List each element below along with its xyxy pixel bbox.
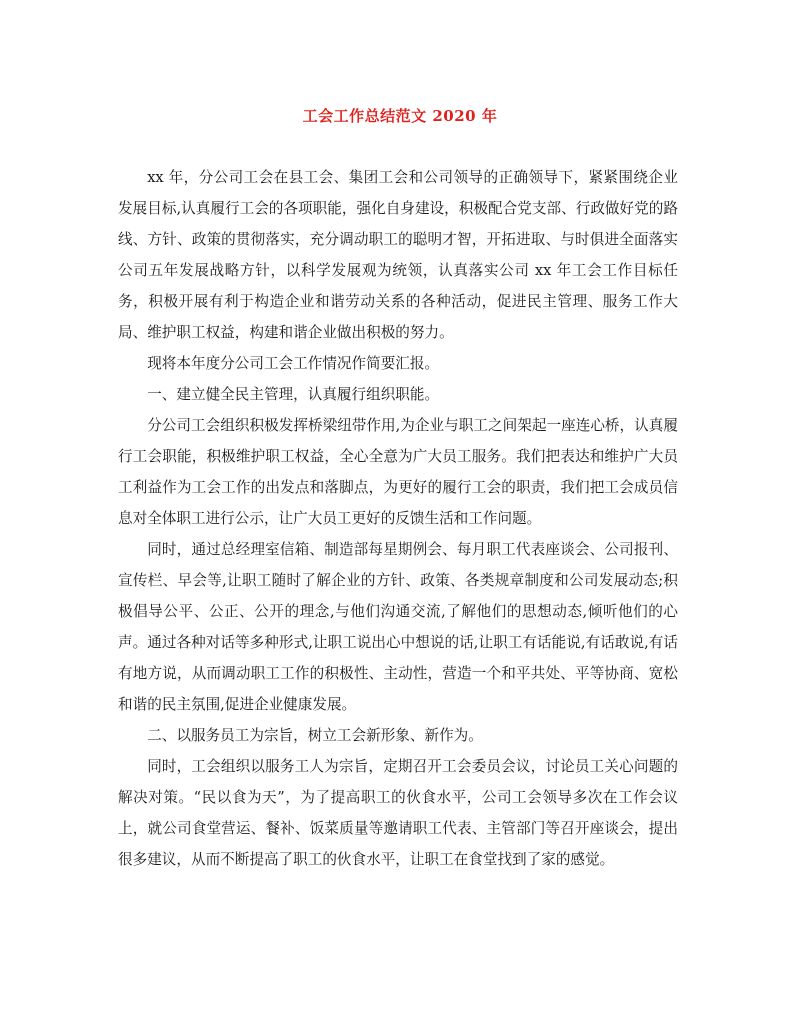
paragraph-summary-lead: 现将本年度分公司工会工作情况作简要汇报。: [147, 355, 440, 372]
paragraph-section-2a: 同时，工会组织以服务工人为宗旨，定期召开工会委员会议，讨论员工关心问题的解决对策。“民以食为天”，为了提高职工的伙食水平，公司工会领导多次在工作会议上，就公司食堂营运、餐补、饭菜质量等邀请职工代表、主管部门等召开座谈会，提出很多建议，从而不断提高了职工的伙食水平，让职工在食堂找到了家的感觉。: [118, 758, 678, 868]
document-body: [118, 162, 678, 875]
paragraph-intro: xx 年，分公司工会在县工会、集团工会和公司领导的正确领导下，紧紧围绕企业发展目标,认真履行工会的各项职能，强化自身建设，积极配合党支部、行政做好党的路线、方针、政策的贯彻落实，充分调动职工的聪明才智，开拓进取、与时俱进全面落实公司五年发展战略方针，以科学发展观为统领，认真落实公司 xx 年工会工作目标任务，积极开展有利于构造企业和谐劳动关系的各种活动，促进民主管理、服务工作大局、维护职工权益，构建和谐企业做出积极的努力。: [118, 169, 678, 341]
document-title: 工会工作总结范文 2020 年: [302, 107, 498, 125]
paragraph-section-1b: 同时，通过总经理室信箱、制造部每星期例会、每月职工代表座谈会、公司报刊、宣传栏、早会等,让职工随时了解企业的方针、政策、各类规章制度和公司发展动态;积极倡导公平、公正、公开的理念,与他们沟通交流,了解他们的思想动态,倾听他们的心声。通过各种对话等多种形式,让职工说出心中想说的话,让职工有话能说,有话敢说,有话有地方说，从而调动职工工作的积极性、主动性，营造一个和平共处、平等协商、宽松和谐的民主氛围,促进企业健康发展。: [118, 541, 678, 713]
section-heading-1: 一、建立健全民主管理，认真履行组织职能。: [147, 386, 440, 403]
section-heading-2: 二、以服务员工为宗旨，树立工会新形象、新作为。: [147, 727, 483, 744]
paragraph-section-1a: 分公司工会组织积极发挥桥梁纽带作用,为企业与职工之间架起一座连心桥，认真履行工会职能，积极维护职工权益，全心全意为广大员工服务。我们把表达和维护广大员工利益作为工会工作的出发点和落脚点，为更好的履行工会的职责，我们把工会成员信息对全体职工进行公示，让广大员工更好的反馈生活和工作问题。: [118, 417, 678, 527]
